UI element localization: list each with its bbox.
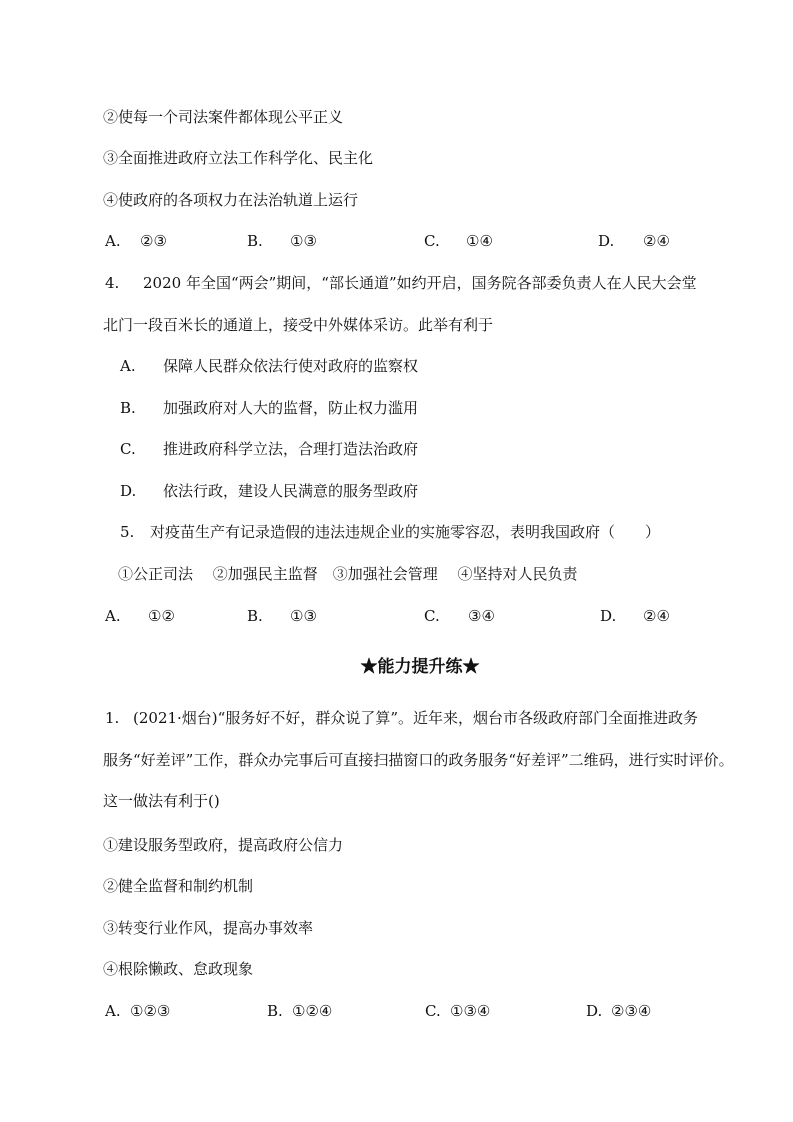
option-letter: D.: [598, 232, 615, 250]
option-text: 加强政府对人大的监督，防止权力滥用: [163, 399, 419, 417]
question-number: 1.: [105, 709, 120, 727]
question-text: 对疫苗生产有记录造假的违法违规企业的实施零容忍，表明我国政府（ ）: [150, 523, 661, 541]
option-value: ①③④: [450, 1002, 491, 1020]
option-value: ①②: [148, 607, 175, 625]
question-text: 服务“好差评”工作，群众办完事后可直接扫描窗口的政务服务“好差评”二维码，进行实时评价。: [103, 751, 734, 769]
option-value: ①②③: [130, 1002, 171, 1020]
question-text: 北门一段百米长的通道上，接受中外媒体采访。此举有利于: [103, 316, 494, 334]
option-value: ②③④: [611, 1002, 652, 1020]
option-value: ②④: [643, 607, 670, 625]
option-letter: A.: [105, 232, 121, 250]
option-value: ①②④: [292, 1002, 333, 1020]
option-value: ③④: [468, 607, 495, 625]
question-text: 2020 年全国“两会”期间，“部长通道”如约开启，国务院各部委负责人在人民大会堂: [143, 274, 697, 292]
option-letter: A.: [105, 607, 121, 625]
option-letter: B.: [247, 232, 263, 250]
option-text: 保障人民群众依法行使对政府的监察权: [163, 357, 419, 375]
question-text: (2021·烟台)“服务好不好，群众说了算”。近年来，烟台市各级政府部门全面推进政务: [133, 709, 698, 727]
question-number: 5.: [120, 523, 135, 541]
question-number: 4.: [105, 274, 120, 292]
option-value: ②④: [643, 232, 670, 250]
option-letter: C.: [424, 232, 440, 250]
option-letter: B.: [247, 607, 263, 625]
option-value: ①④: [466, 232, 493, 250]
option-letter: C.: [120, 440, 136, 458]
q3-item: ④使政府的各项权力在法治轨道上运行: [103, 191, 359, 209]
q3-item: ②使每一个司法案件都体现公平正义: [103, 108, 344, 126]
option-text: 依法行政，建设人民满意的服务型政府: [163, 482, 419, 500]
p1-item: ②健全监督和制约机制: [103, 877, 254, 895]
option-letter: C.: [425, 1002, 441, 1020]
option-letter: D.: [600, 607, 617, 625]
option-letter: A.: [120, 357, 136, 375]
option-letter: C.: [424, 607, 440, 625]
p1-item: ④根除懒政、怠政现象: [103, 960, 254, 978]
option-value: ①③: [290, 607, 317, 625]
option-letter: B.: [120, 399, 136, 417]
q5-items: ①公正司法 ②加强民主监督 ③加强社会管理 ④坚持对人民负责: [118, 565, 578, 583]
option-value: ②③: [140, 232, 167, 250]
section-title: ★能力提升练★: [360, 657, 480, 677]
option-text: 推进政府科学立法，合理打造法治政府: [163, 440, 419, 458]
q3-item: ③全面推进政府立法工作科学化、民主化: [103, 149, 374, 167]
option-letter: B.: [267, 1002, 283, 1020]
option-letter: A.: [105, 1002, 121, 1020]
question-text: 这一做法有利于(): [103, 792, 220, 810]
p1-item: ①建设服务型政府，提高政府公信力: [103, 836, 344, 854]
option-letter: D.: [586, 1002, 603, 1020]
option-letter: D.: [120, 482, 137, 500]
p1-item: ③转变行业作风，提高办事效率: [103, 919, 314, 937]
option-value: ①③: [290, 232, 317, 250]
